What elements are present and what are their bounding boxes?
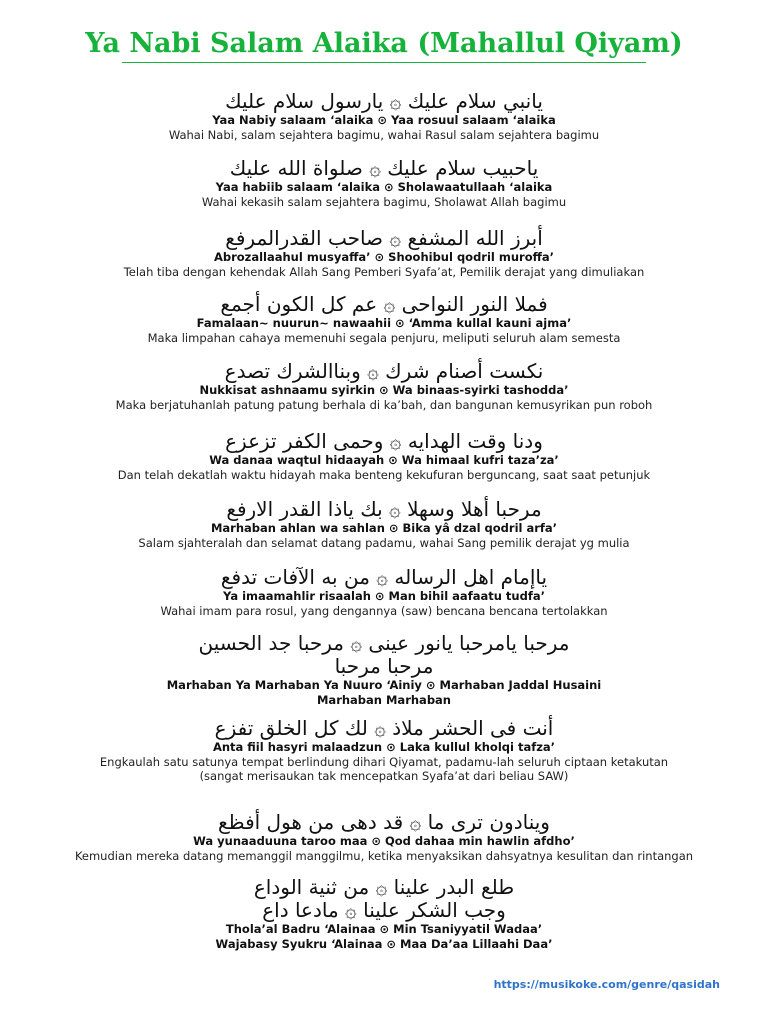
verse-arabic-line: مرحبا أهلا وسهلا ۞ بك ياذا القدر الارفع	[226, 497, 542, 521]
verse-arabic-line: طلع البدر علينا ۞ من ثنية الوداع	[253, 875, 515, 899]
verse-transliteration: Marhaban Ya Marhaban Ya Nuuro ‘Ainiy ⊙ Marhaban Jaddal Husaini	[166, 678, 602, 692]
verse-translation: Wahai kekasih salam sejahtera bagimu, Sholawat Allah bagimu	[201, 195, 567, 209]
verse-arabic-line: فملا النور النواحى ۞ عم كل الكون أجمع	[220, 292, 548, 316]
verse-block	[0, 360, 768, 412]
source-link[interactable]: https://musikoke.com/genre/qasidah	[493, 978, 720, 991]
verse-block	[0, 632, 768, 708]
verse-block	[0, 90, 768, 142]
verse-arabic-line: ودنا وقت الهدايه ۞ وحمى الكفر تزعزع	[225, 429, 543, 453]
verse-transliteration: Abrozallaahul musyaffa’ ⊙ Shoohibul qodril muroffa’	[213, 250, 555, 264]
verse-transliteration: Marhaban Marhaban	[316, 693, 451, 707]
verse-translation: Engkaulah satu satunya tempat berlindung dihari Qiyamat, padamu-lah seluruh ciptaan ketakutan	[99, 755, 669, 769]
verse-arabic-line: ياحبيب سلام عليك ۞ صلواة الله عليك	[229, 156, 539, 180]
verse-transliteration: Nukkisat ashnaamu syirkin ⊙ Wa binaas-syirki tashodda’	[199, 383, 569, 397]
verse-translation: Maka limpahan cahaya memenuhi segala penjuru, meliputi seluruh alam semesta	[147, 331, 621, 345]
verse-translation: Dan telah dekatlah waktu hidayah maka benteng kekufuran berguncang, saat saat petunjuk	[117, 468, 651, 482]
verse-arabic-line: مرحبا يامرحبا يانور عينى ۞ مرحبا جد الحسين	[198, 631, 570, 655]
page-title: Ya Nabi Salam Alaika (Mahallul Qiyam)	[85, 28, 683, 59]
verse-translation: (sangat merisaukan tak mencepatkan Syafa’at dari beliau SAW)	[199, 769, 569, 783]
verse-block	[0, 498, 768, 550]
verse-block	[0, 566, 768, 618]
verse-translation: Wahai Nabi, salam sejahtera bagimu, wahai Rasul salam sejahtera bagimu	[168, 128, 600, 142]
verse-transliteration: Wa danaa waqtul hidaayah ⊙ Wa himaal kufri taza’za’	[209, 453, 559, 467]
verse-arabic-line: وجب الشكر علينا ۞ مادعا داع	[262, 898, 506, 922]
verse-block	[0, 293, 768, 345]
verse-transliteration: Wa yunaaduuna taroo maa ⊙ Qod dahaa min hawlin afdho’	[193, 834, 575, 848]
verse-arabic-line: مرحبا مرحبا	[334, 654, 434, 678]
verse-block	[0, 430, 768, 482]
verse-block	[0, 717, 768, 783]
verse-transliteration: Famalaan~ nuurun~ nawaahii ⊙ ‘Amma kullal kauni ajma’	[196, 316, 572, 330]
verse-block	[0, 157, 768, 209]
verse-translation: Maka berjatuhanlah patung patung berhala di ka’bah, dan bangunan kemusyrikan pun roboh	[115, 398, 653, 412]
verse-transliteration: Wajabasy Syukru ‘Alainaa ⊙ Maa Da’aa Lillaahi Daa’	[215, 937, 553, 951]
verse-translation: Kemudian mereka datang memanggil manggilmu, ketika menyaksikan dahsyatnya kesulitan dan rintangan	[74, 849, 694, 863]
title-underline	[122, 62, 646, 63]
verse-block	[0, 876, 768, 952]
verse-transliteration: Ya imaamahlir risaalah ⊙ Man bihil aafaatu tudfa’	[223, 589, 545, 603]
verse-arabic-line: نكست أصنام شرك ۞ وبناالشرك تصدع	[224, 359, 544, 383]
verse-arabic-line: أبرز الله المشفع ۞ صاحب القدرالمرفع	[225, 226, 543, 250]
verse-transliteration: Yaa Nabiy salaam ‘alaika ⊙ Yaa rosuul salaam ‘alaika	[212, 113, 556, 127]
verse-transliteration: Yaa habiib salaam ‘alaika ⊙ Sholawaatullaah ‘alaika	[215, 180, 553, 194]
verse-transliteration: Thola’al Badru ‘Alainaa ⊙ Min Tsaniyyatil Wadaa’	[225, 922, 543, 936]
verse-translation: Wahai imam para rosul, yang dengannya (saw) bencana bencana tertolakkan	[160, 604, 608, 618]
verse-arabic-line: وينادون ترى ما ۞ قد دهى من هول أفظع	[218, 810, 550, 834]
verse-arabic-line: يانبي سلام عليك ۞ يارسول سلام عليك	[225, 89, 543, 113]
verse-arabic-line: أنت فى الحشر ملاذ ۞ لك كل الخلق تفزع	[214, 716, 554, 740]
verse-transliteration: Marhaban ahlan wa sahlan ⊙ Bika yâ dzal qodril arfa’	[210, 521, 558, 535]
verse-translation: Salam sjahteralah dan selamat datang padamu, wahai Sang pemilik derajat yg mulia	[138, 536, 630, 550]
verse-block	[0, 227, 768, 279]
verse-block	[0, 811, 768, 863]
verse-transliteration: Anta fiil hasyri malaadzun ⊙ Laka kullul kholqi tafza’	[212, 740, 556, 754]
verse-arabic-line: ياإمام اهل الرساله ۞ من به الآفات تدفع	[220, 565, 548, 589]
verse-translation: Telah tiba dengan kehendak Allah Sang Pemberi Syafa’at, Pemilik derajat yang dimuliakan	[123, 265, 645, 279]
